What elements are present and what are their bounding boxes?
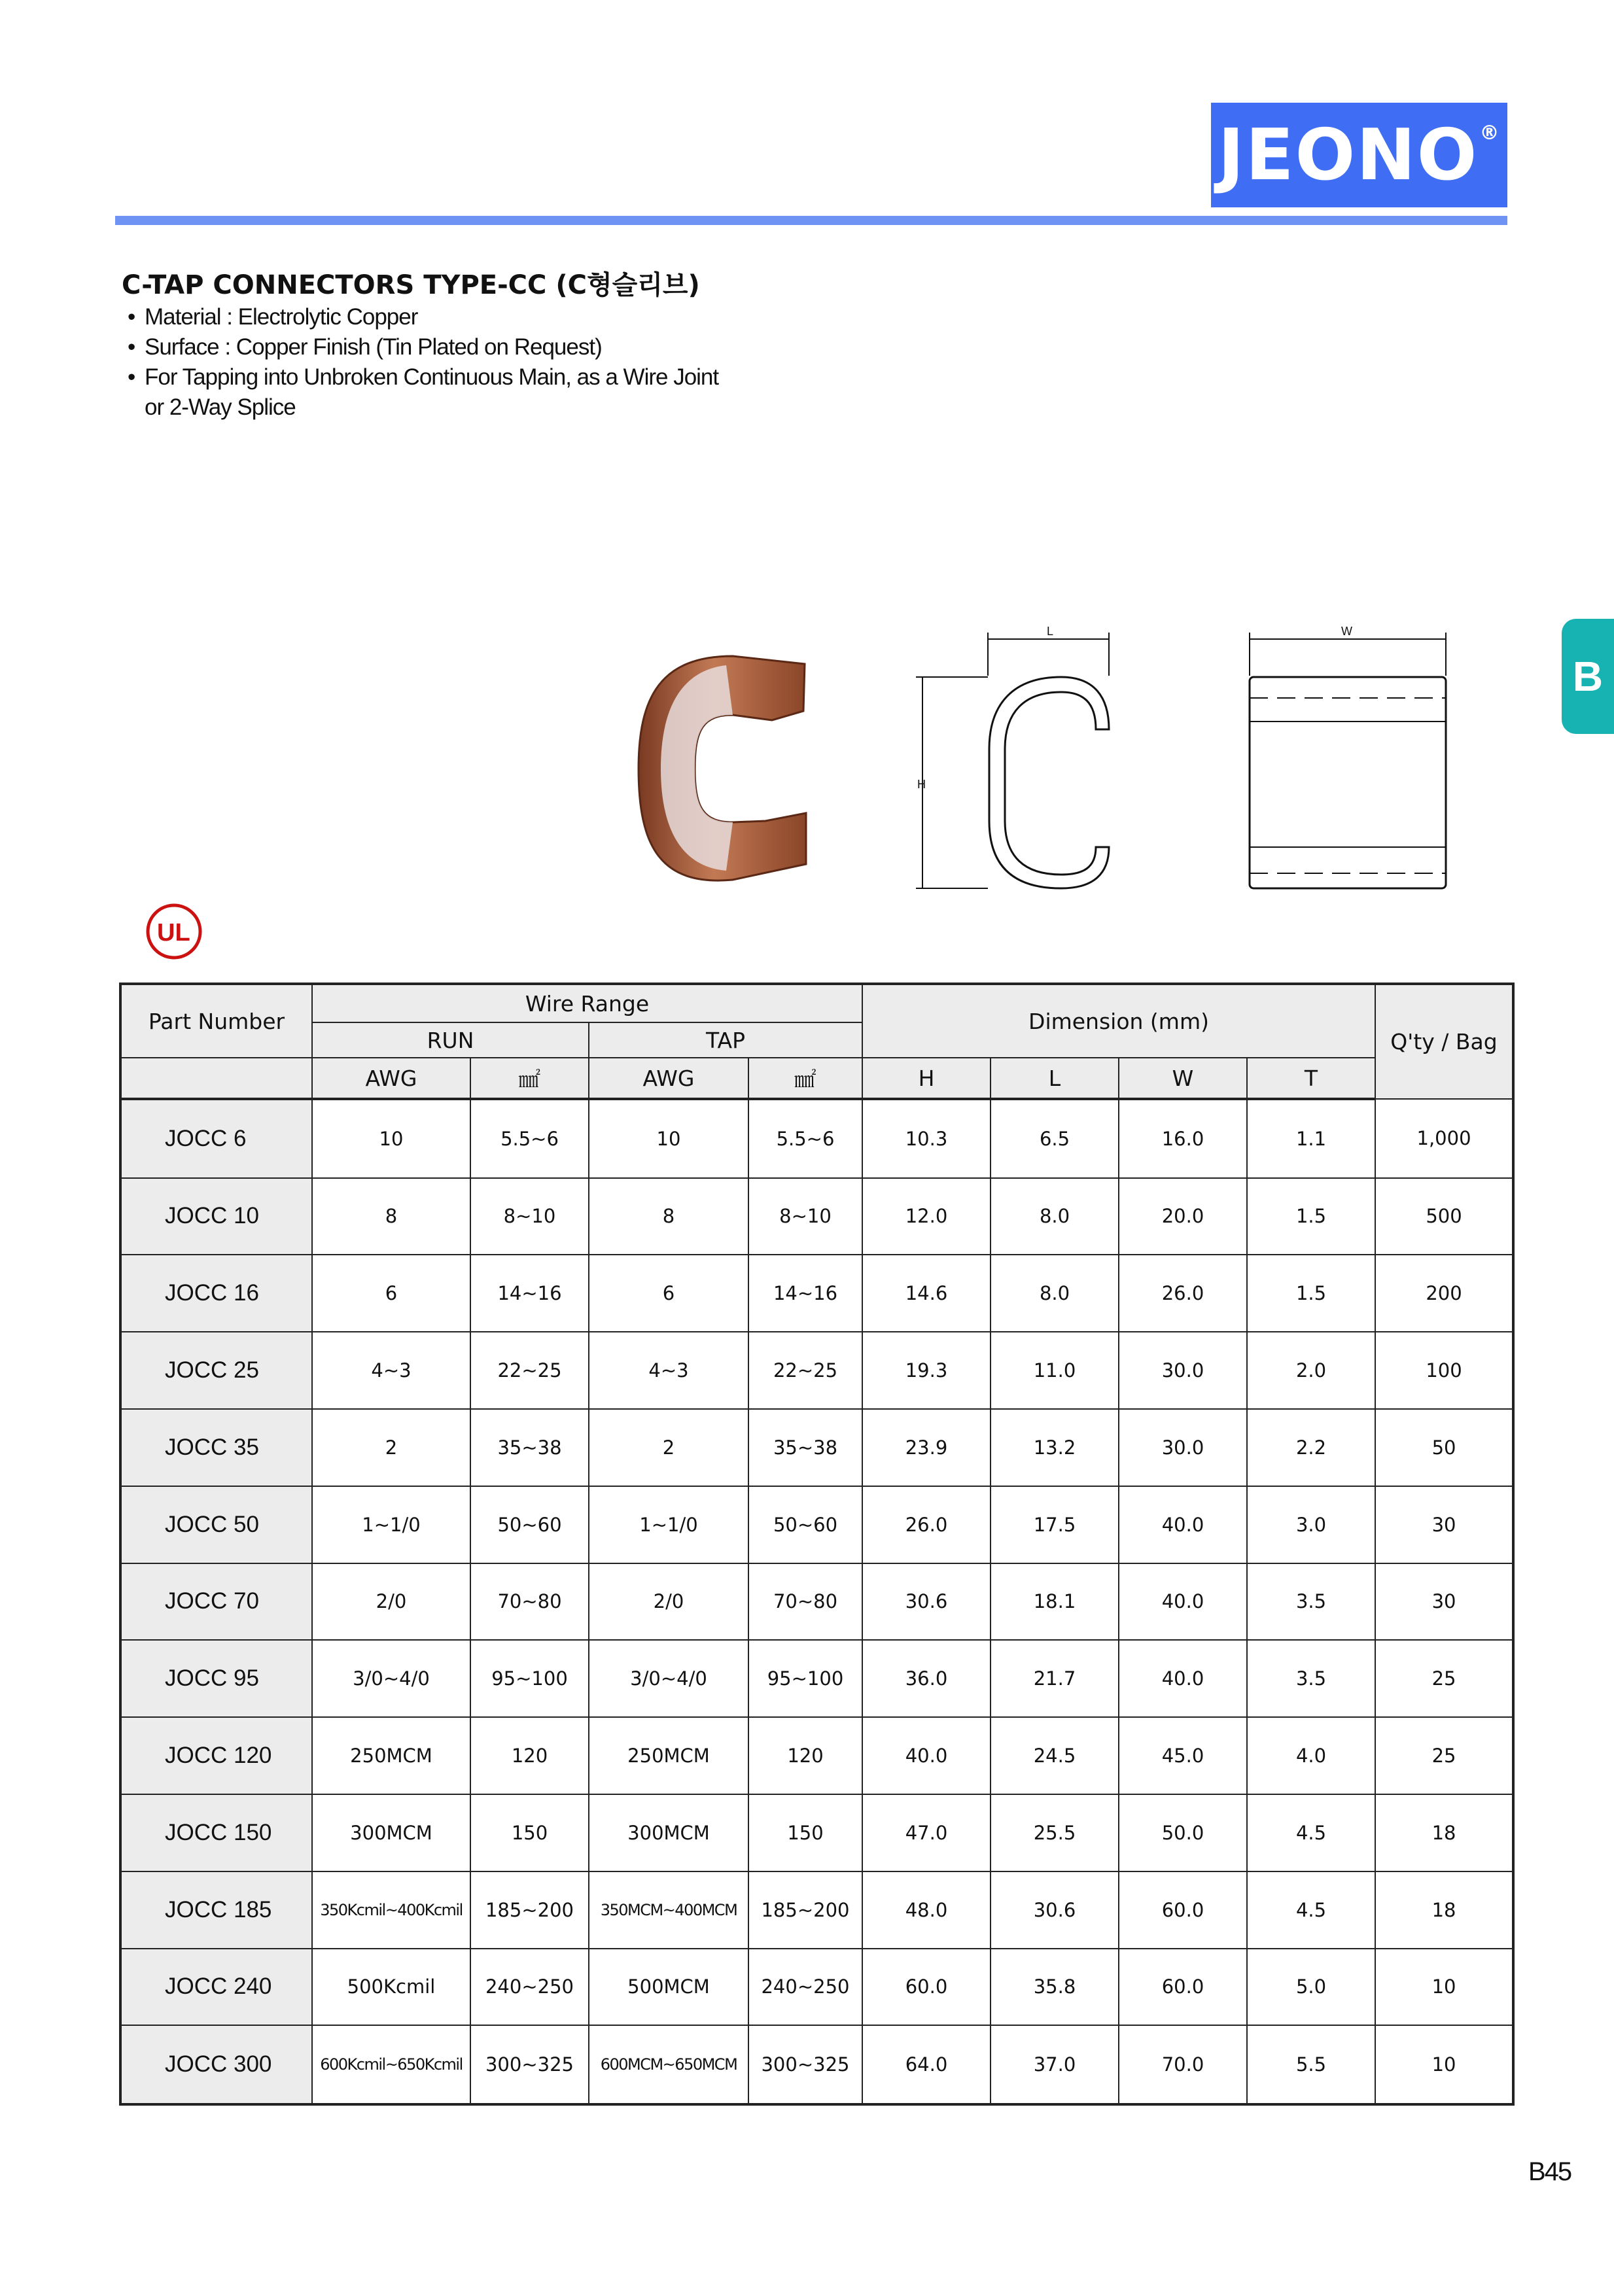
cell-tap-mm2: 300~325	[748, 2025, 862, 2104]
cell-dim-w: 60.0	[1119, 1949, 1247, 2026]
cell-tap-mm2: 240~250	[748, 1949, 862, 2026]
cell-dim-w: 40.0	[1119, 1563, 1247, 1641]
cell-dim-t: 1.5	[1247, 1255, 1375, 1332]
cell-dim-h: 64.0	[862, 2025, 991, 2104]
cell-tap-mm2: 120	[748, 1717, 862, 1794]
cell-run-mm2: 8~10	[470, 1178, 589, 1255]
cell-dim-h: 48.0	[862, 1871, 991, 1949]
feature-list	[128, 302, 718, 423]
cell-tap-awg: 8	[589, 1178, 748, 1255]
cell-tap-mm2: 8~10	[748, 1178, 862, 1255]
spec-table-body	[120, 1099, 1513, 2104]
brand-name: JEONO	[1218, 114, 1479, 196]
cell-part-number: JOCC 95	[120, 1640, 312, 1717]
cell-dim-l: 6.5	[991, 1099, 1119, 1178]
cell-run-awg: 2	[312, 1409, 470, 1486]
ul-certification-icon	[144, 901, 204, 962]
feature-item: • Surface : Copper Finish (Tin Plated on Request)	[128, 332, 718, 362]
registered-mark: ®	[1479, 121, 1501, 145]
header-t: T	[1247, 1058, 1375, 1099]
table-row	[120, 1871, 1513, 1949]
cell-dim-h: 26.0	[862, 1486, 991, 1563]
header-part-number: Part Number	[120, 984, 312, 1058]
cell-dim-h: 36.0	[862, 1640, 991, 1717]
table-row	[120, 1486, 1513, 1563]
header-rule	[115, 216, 1507, 225]
cell-dim-l: 13.2	[991, 1409, 1119, 1486]
cell-tap-awg: 250MCM	[589, 1717, 748, 1794]
cell-tap-awg: 2/0	[589, 1563, 748, 1641]
dim-label-h: H	[917, 778, 926, 791]
cell-dim-w: 45.0	[1119, 1717, 1247, 1794]
cell-dim-h: 23.9	[862, 1409, 991, 1486]
cell-part-number: JOCC 185	[120, 1871, 312, 1949]
cell-dim-t: 2.2	[1247, 1409, 1375, 1486]
cell-dim-l: 11.0	[991, 1332, 1119, 1409]
cell-qty-per-bag: 50	[1375, 1409, 1513, 1486]
cell-run-mm2: 185~200	[470, 1871, 589, 1949]
cell-tap-mm2: 185~200	[748, 1871, 862, 1949]
cell-dim-l: 8.0	[991, 1255, 1119, 1332]
table-row	[120, 1717, 1513, 1794]
cell-run-mm2: 240~250	[470, 1949, 589, 2026]
cell-tap-mm2: 22~25	[748, 1332, 862, 1409]
cell-run-awg: 250MCM	[312, 1717, 470, 1794]
header-qty: Q'ty / Bag	[1375, 984, 1513, 1099]
cell-dim-w: 26.0	[1119, 1255, 1247, 1332]
cell-tap-mm2: 5.5~6	[748, 1099, 862, 1178]
cell-tap-mm2: 70~80	[748, 1563, 862, 1641]
cell-dim-l: 24.5	[991, 1717, 1119, 1794]
cell-qty-per-bag: 10	[1375, 2025, 1513, 2104]
cell-tap-awg: 500MCM	[589, 1949, 748, 2026]
table-row	[120, 2025, 1513, 2104]
cell-qty-per-bag: 30	[1375, 1563, 1513, 1641]
cell-part-number: JOCC 70	[120, 1563, 312, 1641]
cell-part-number: JOCC 16	[120, 1255, 312, 1332]
cell-qty-per-bag: 18	[1375, 1794, 1513, 1871]
cell-dim-t: 4.0	[1247, 1717, 1375, 1794]
cell-tap-mm2: 50~60	[748, 1486, 862, 1563]
cell-tap-awg: 10	[589, 1099, 748, 1178]
cell-qty-per-bag: 25	[1375, 1717, 1513, 1794]
cell-tap-awg: 300MCM	[589, 1794, 748, 1871]
section-tab: B	[1562, 619, 1614, 734]
cell-dim-t: 3.0	[1247, 1486, 1375, 1563]
cell-dim-h: 47.0	[862, 1794, 991, 1871]
cell-dim-l: 30.6	[991, 1871, 1119, 1949]
cell-qty-per-bag: 30	[1375, 1486, 1513, 1563]
cell-run-mm2: 150	[470, 1794, 589, 1871]
cell-part-number: JOCC 10	[120, 1178, 312, 1255]
cell-dim-h: 60.0	[862, 1949, 991, 2026]
cell-run-mm2: 95~100	[470, 1640, 589, 1717]
cell-part-number: JOCC 25	[120, 1332, 312, 1409]
cell-dim-w: 40.0	[1119, 1486, 1247, 1563]
cell-dim-w: 70.0	[1119, 2025, 1247, 2104]
cell-qty-per-bag: 1,000	[1375, 1099, 1513, 1178]
header-blank	[120, 1058, 312, 1099]
feature-item: • Material : Electrolytic Copper	[128, 302, 718, 332]
table-row	[120, 1178, 1513, 1255]
feature-item-continuation: or 2-Way Splice	[145, 394, 296, 420]
header-l: L	[991, 1058, 1119, 1099]
cell-dim-w: 40.0	[1119, 1640, 1247, 1717]
cell-dim-t: 1.1	[1247, 1099, 1375, 1178]
spec-table	[119, 983, 1515, 2106]
cell-dim-h: 30.6	[862, 1563, 991, 1641]
cell-run-awg: 1~1/0	[312, 1486, 470, 1563]
cell-dim-l: 37.0	[991, 2025, 1119, 2104]
cell-dim-h: 40.0	[862, 1717, 991, 1794]
dimension-drawing	[909, 625, 1459, 899]
cell-part-number: JOCC 240	[120, 1949, 312, 2026]
cell-dim-t: 5.0	[1247, 1949, 1375, 2026]
cell-run-awg: 10	[312, 1099, 470, 1178]
cell-qty-per-bag: 25	[1375, 1640, 1513, 1717]
cell-dim-h: 12.0	[862, 1178, 991, 1255]
cell-dim-t: 3.5	[1247, 1563, 1375, 1641]
header-run-mm2: ㎟	[470, 1058, 589, 1099]
table-row	[120, 1255, 1513, 1332]
table-row	[120, 1409, 1513, 1486]
cell-tap-awg: 350MCM~400MCM	[589, 1871, 748, 1949]
table-row	[120, 1332, 1513, 1409]
header-dimension: Dimension (mm)	[862, 984, 1375, 1058]
cell-run-awg: 2/0	[312, 1563, 470, 1641]
cell-run-awg: 3/0~4/0	[312, 1640, 470, 1717]
brand-logo	[1211, 103, 1507, 207]
dim-label-l: L	[1047, 625, 1054, 638]
cell-dim-h: 10.3	[862, 1099, 991, 1178]
cell-dim-l: 35.8	[991, 1949, 1119, 2026]
feature-item: • For Tapping into Unbroken Continuous Main, as a Wire Joint	[128, 362, 718, 392]
cell-tap-awg: 4~3	[589, 1332, 748, 1409]
cell-tap-awg: 1~1/0	[589, 1486, 748, 1563]
header-run: RUN	[312, 1022, 589, 1058]
cell-dim-l: 18.1	[991, 1563, 1119, 1641]
cell-part-number: JOCC 300	[120, 2025, 312, 2104]
table-row	[120, 1563, 1513, 1641]
cell-run-awg: 8	[312, 1178, 470, 1255]
cell-run-mm2: 120	[470, 1717, 589, 1794]
cell-dim-w: 50.0	[1119, 1794, 1247, 1871]
cell-qty-per-bag: 10	[1375, 1949, 1513, 2026]
certification-label: UL	[157, 919, 190, 947]
cell-dim-t: 1.5	[1247, 1178, 1375, 1255]
header-w: W	[1119, 1058, 1247, 1099]
cell-tap-awg: 3/0~4/0	[589, 1640, 748, 1717]
cell-qty-per-bag: 18	[1375, 1871, 1513, 1949]
header-tap: TAP	[589, 1022, 862, 1058]
cell-dim-t: 4.5	[1247, 1794, 1375, 1871]
cell-run-awg: 300MCM	[312, 1794, 470, 1871]
cell-dim-l: 8.0	[991, 1178, 1119, 1255]
cell-dim-w: 20.0	[1119, 1178, 1247, 1255]
table-row	[120, 1640, 1513, 1717]
cell-tap-mm2: 35~38	[748, 1409, 862, 1486]
cell-tap-mm2: 150	[748, 1794, 862, 1871]
cell-dim-t: 4.5	[1247, 1871, 1375, 1949]
dim-label-w: W	[1341, 625, 1352, 638]
page-title: C-TAP CONNECTORS TYPE-CC (C형슬리브)	[122, 270, 700, 300]
cell-dim-l: 25.5	[991, 1794, 1119, 1871]
cell-run-mm2: 5.5~6	[470, 1099, 589, 1178]
header-tap-mm2: ㎟	[748, 1058, 862, 1099]
cell-qty-per-bag: 500	[1375, 1178, 1513, 1255]
cell-run-awg: 350Kcmil~400Kcmil	[312, 1871, 470, 1949]
cell-part-number: JOCC 35	[120, 1409, 312, 1486]
cell-dim-w: 30.0	[1119, 1332, 1247, 1409]
cell-dim-w: 30.0	[1119, 1409, 1247, 1486]
cell-part-number: JOCC 6	[120, 1099, 312, 1178]
cell-tap-awg: 2	[589, 1409, 748, 1486]
header-run-awg: AWG	[312, 1058, 470, 1099]
cell-run-mm2: 14~16	[470, 1255, 589, 1332]
cell-part-number: JOCC 150	[120, 1794, 312, 1871]
cell-run-mm2: 50~60	[470, 1486, 589, 1563]
cell-tap-awg: 6	[589, 1255, 748, 1332]
page-number: B45	[1528, 2157, 1571, 2186]
header-tap-awg: AWG	[589, 1058, 748, 1099]
cell-run-awg: 6	[312, 1255, 470, 1332]
cell-dim-l: 17.5	[991, 1486, 1119, 1563]
cell-run-awg: 4~3	[312, 1332, 470, 1409]
cell-run-awg: 600Kcmil~650Kcmil	[312, 2025, 470, 2104]
cell-dim-t: 5.5	[1247, 2025, 1375, 2104]
cell-dim-t: 2.0	[1247, 1332, 1375, 1409]
cell-qty-per-bag: 200	[1375, 1255, 1513, 1332]
cell-run-mm2: 70~80	[470, 1563, 589, 1641]
cell-dim-l: 21.7	[991, 1640, 1119, 1717]
cell-part-number: JOCC 50	[120, 1486, 312, 1563]
product-photo	[635, 651, 818, 899]
cell-tap-awg: 600MCM~650MCM	[589, 2025, 748, 2104]
header-wire-range: Wire Range	[312, 984, 862, 1022]
cell-run-mm2: 300~325	[470, 2025, 589, 2104]
cell-dim-w: 60.0	[1119, 1871, 1247, 1949]
header-h: H	[862, 1058, 991, 1099]
cell-run-awg: 500Kcmil	[312, 1949, 470, 2026]
cell-tap-mm2: 14~16	[748, 1255, 862, 1332]
cell-dim-h: 19.3	[862, 1332, 991, 1409]
table-row	[120, 1794, 1513, 1871]
cell-tap-mm2: 95~100	[748, 1640, 862, 1717]
cell-dim-t: 3.5	[1247, 1640, 1375, 1717]
cell-dim-h: 14.6	[862, 1255, 991, 1332]
cell-run-mm2: 35~38	[470, 1409, 589, 1486]
cell-dim-w: 16.0	[1119, 1099, 1247, 1178]
cell-qty-per-bag: 100	[1375, 1332, 1513, 1409]
cell-part-number: JOCC 120	[120, 1717, 312, 1794]
table-row	[120, 1949, 1513, 2026]
table-row	[120, 1099, 1513, 1178]
cell-run-mm2: 22~25	[470, 1332, 589, 1409]
